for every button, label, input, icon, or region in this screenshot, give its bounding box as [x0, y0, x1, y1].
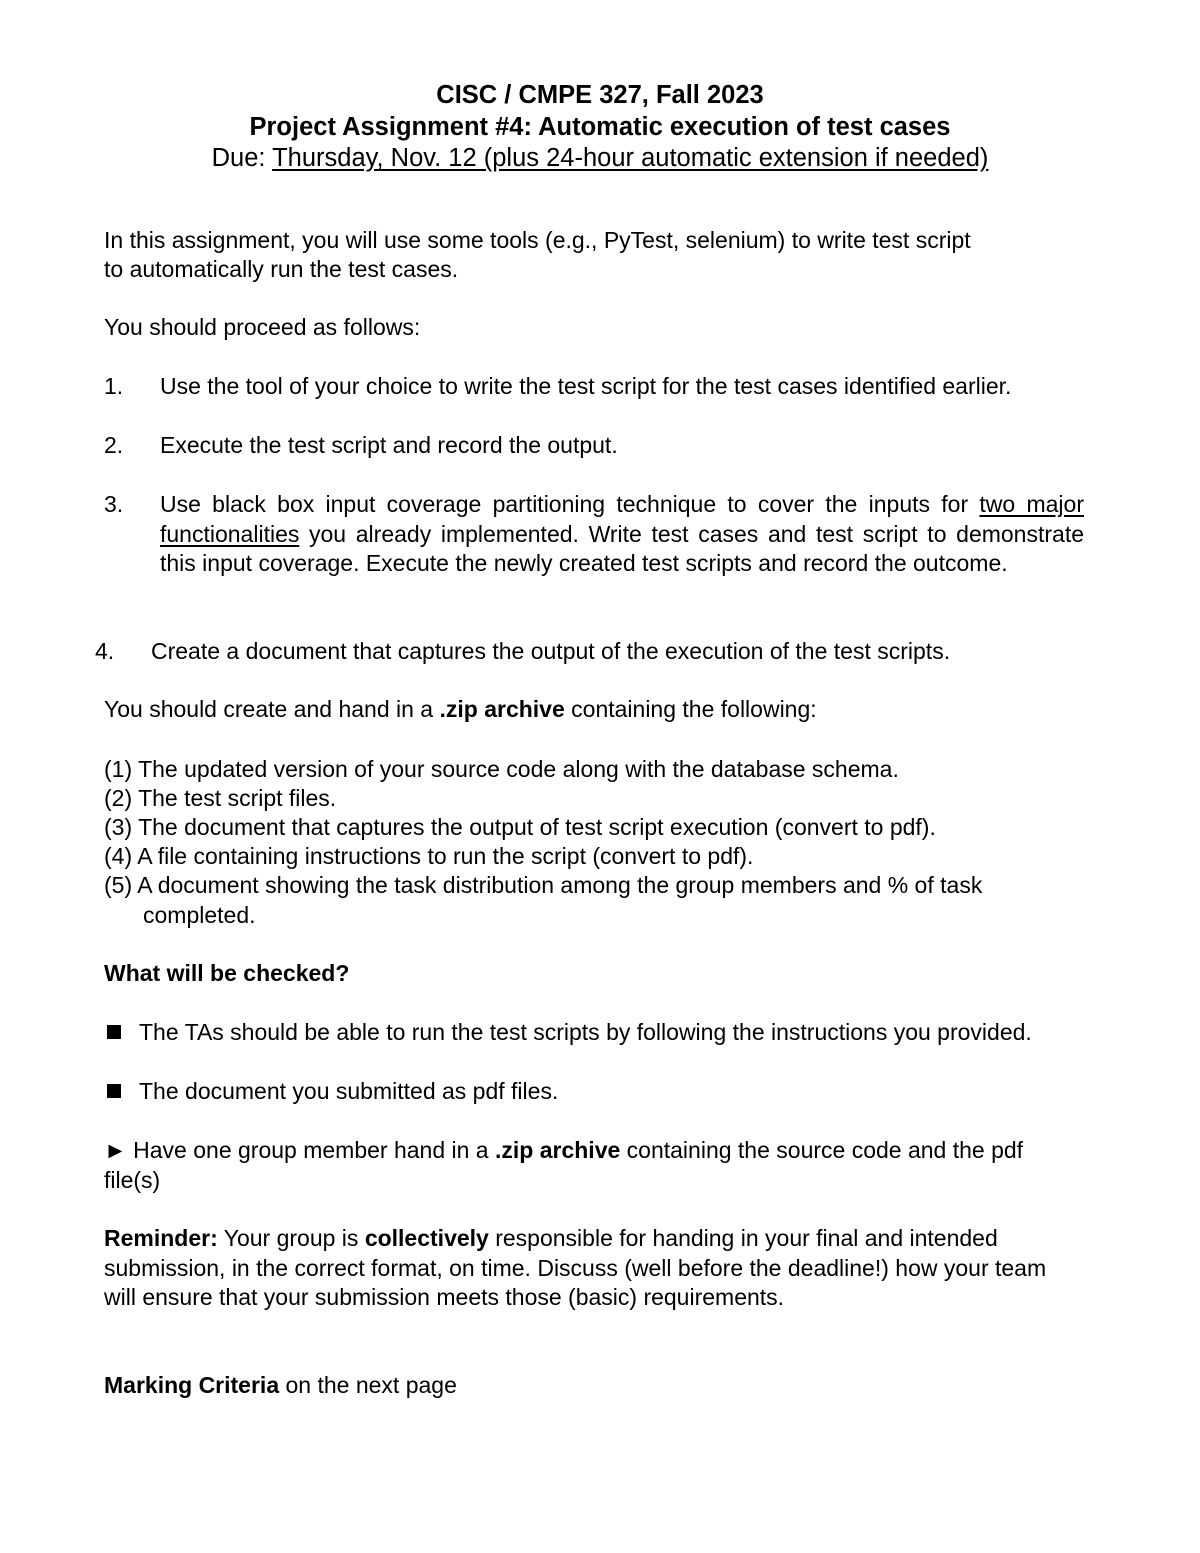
reminder-bold: collectively — [364, 1225, 489, 1251]
checked-bullet: The document you submitted as pdf files. — [139, 1078, 559, 1104]
step-number: 4. — [95, 638, 115, 664]
step-text: Execute the test script and record the output. — [160, 432, 618, 458]
step-text-part: you already implemented. Write test cases and test script to demonstrate this input coverage. Execute the newly created test scripts and record the outcome. — [160, 520, 1084, 576]
step-text: Use the tool of your choice to write the test script for the test cases identified earlier. — [160, 373, 1012, 399]
checked-bullet: The TAs should be able to run the test scripts by following the instructions you provided. — [139, 1019, 1032, 1045]
reminder-label: Reminder: — [104, 1225, 218, 1251]
marking-part: on the next page — [279, 1372, 457, 1398]
reminder-part: Your group is — [217, 1225, 365, 1251]
handin-bold: .zip archive — [439, 696, 565, 722]
due-label: Due: — [211, 144, 273, 172]
intro-line-2: to automatically run the test cases. — [104, 256, 459, 282]
checked-heading: What will be checked? — [104, 960, 350, 986]
submit-note-bold: .zip archive — [495, 1137, 621, 1163]
proceed-text: You should proceed as follows: — [104, 314, 421, 340]
handin-part: You should create and hand in a — [104, 696, 440, 722]
submit-note — [104, 1136, 1084, 1195]
contents-item: (1) The updated version of your source code along with the database schema. — [104, 756, 899, 782]
due-date: Thursday, Nov. 12 (plus 24-hour automatic extension if needed) — [272, 144, 989, 172]
step-text — [160, 490, 1084, 579]
step-number: 3. — [104, 491, 124, 517]
step-text-part: Use black box input coverage partitioning technique to cover the inputs for — [160, 491, 980, 517]
handin-text — [104, 695, 817, 725]
handin-part: containing the following: — [564, 696, 817, 722]
contents-item: (2) The test script files. — [104, 785, 337, 811]
marking-note — [104, 1371, 457, 1401]
square-bullet-icon — [107, 1084, 121, 1098]
contents-item: (5) A document showing the task distribution among the group members and % of task completed. — [104, 872, 983, 928]
square-bullet-icon — [107, 1025, 121, 1039]
contents-item: (3) The document that captures the output of test script execution (convert to pdf). — [104, 814, 936, 840]
submit-note-part: Have one group member hand in a — [126, 1137, 495, 1163]
step-text-underlined: two major functionalities — [160, 491, 1084, 547]
assignment-title: Project Assignment #4: Automatic execution of test cases — [249, 113, 951, 141]
marking-bold: Marking Criteria — [104, 1372, 280, 1398]
step-number: 2. — [104, 432, 124, 458]
reminder-paragraph — [104, 1224, 1084, 1313]
triangle-arrow-icon: ► — [104, 1137, 127, 1163]
intro-line-1: In this assignment, you will use some tools (e.g., PyTest, selenium) to write test script — [104, 227, 971, 253]
reminder-part: responsible for handing in your final and intended submission, in the correct format, on time. Discuss (well before the deadline!) how your team will ensure that your submission meets those (basic) requirements. — [104, 1225, 1047, 1310]
submit-note-part: containing the source code and the pdf file(s) — [104, 1137, 1024, 1193]
step-text: Create a document that captures the output of the execution of the test scripts. — [151, 638, 951, 664]
step-number: 1. — [104, 373, 124, 399]
course-title: CISC / CMPE 327, Fall 2023 — [436, 81, 764, 109]
contents-item: (4) A file containing instructions to run the script (convert to pdf). — [104, 843, 754, 869]
due-line — [0, 144, 1200, 173]
